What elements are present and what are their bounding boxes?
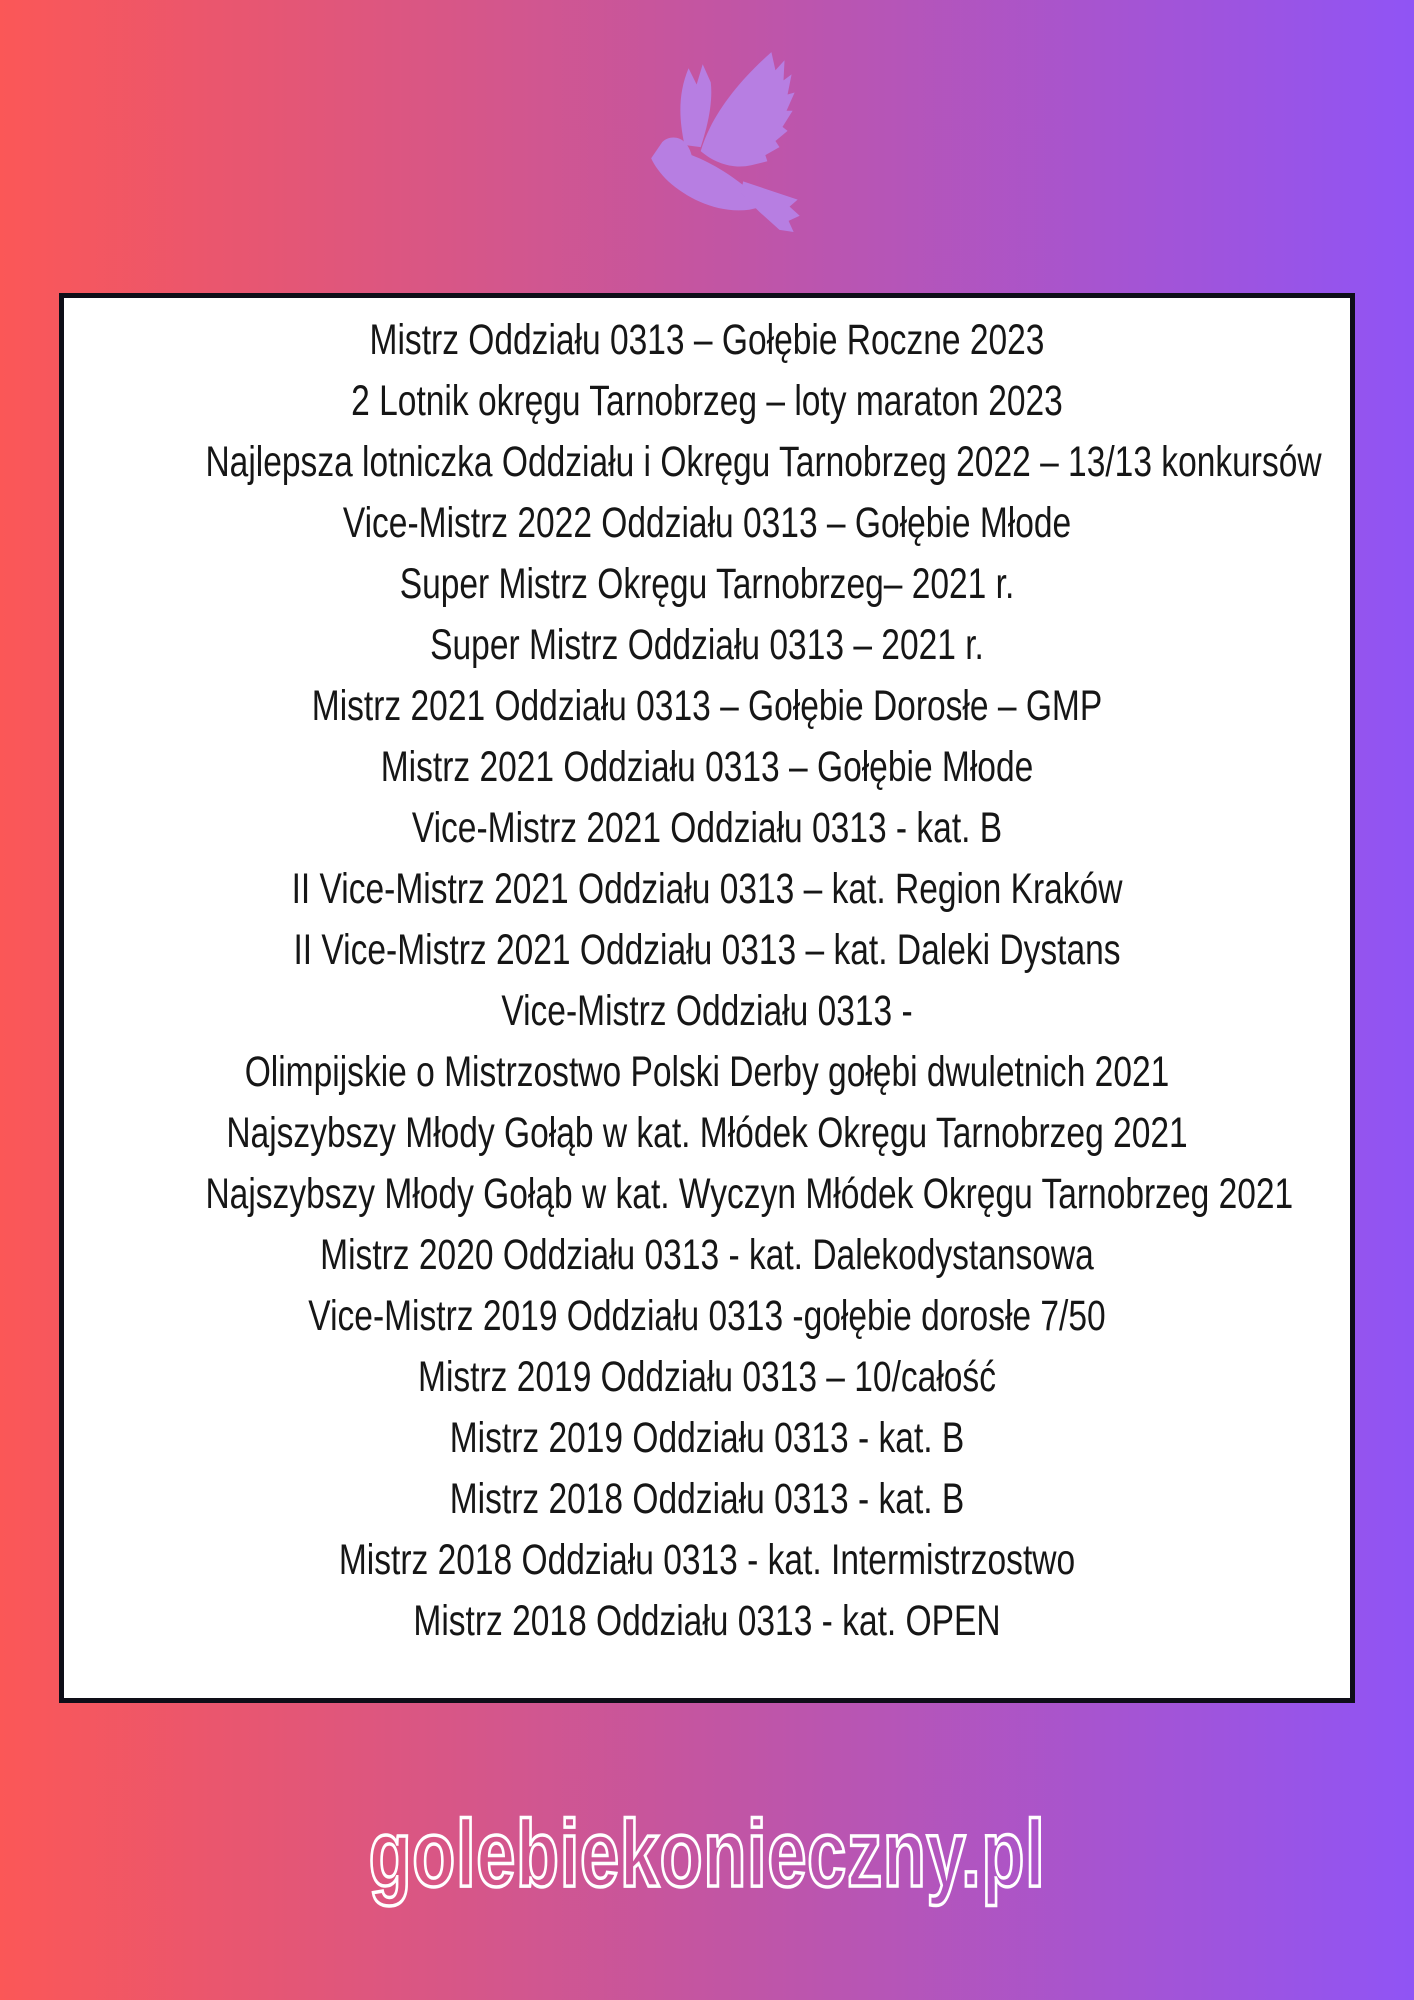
- award-line: Najszybszy Młody Gołąb w kat. Wyczyn Młódek Okręgu Tarnobrzeg 2021: [205, 1170, 1294, 1218]
- dove-icon: [650, 40, 814, 238]
- award-line: Olimpijskie o Mistrzostwo Polski Derby gołębi dwuletnich 2021: [244, 1048, 1170, 1096]
- award-line: Najszybszy Młody Gołąb w kat. Młódek Okręgu Tarnobrzeg 2021: [226, 1109, 1188, 1157]
- award-line: II Vice-Mistrz 2021 Oddziału 0313 – kat. Daleki Dystans: [293, 926, 1121, 974]
- award-line: Mistrz 2020 Oddziału 0313 - kat. Dalekodystansowa: [320, 1231, 1094, 1279]
- award-line: Vice-Mistrz 2021 Oddziału 0313 - kat. B: [411, 804, 1003, 852]
- award-line: II Vice-Mistrz 2021 Oddziału 0313 – kat. Region Kraków: [291, 865, 1123, 913]
- award-line: Mistrz 2019 Oddziału 0313 - kat. B: [449, 1414, 965, 1462]
- award-line: Mistrz 2018 Oddziału 0313 - kat. B: [449, 1475, 965, 1523]
- awards-panel: [59, 293, 1355, 1703]
- award-line: Vice-Mistrz 2022 Oddziału 0313 – Gołębie Młode: [342, 499, 1072, 547]
- award-line: Mistrz Oddziału 0313 – Gołębie Roczne 2023: [369, 316, 1045, 364]
- award-line: Mistrz 2021 Oddziału 0313 – Gołębie Młode: [380, 743, 1034, 791]
- award-line: Super Mistrz Okręgu Tarnobrzeg– 2021 r.: [399, 560, 1015, 608]
- award-line: Mistrz 2021 Oddziału 0313 – Gołębie Dorosłe – GMP: [311, 682, 1103, 730]
- award-line: Vice-Mistrz Oddziału 0313 -: [501, 987, 913, 1035]
- award-line: 2 Lotnik okręgu Tarnobrzeg – loty maraton 2023: [351, 377, 1063, 425]
- award-line: Najlepsza lotniczka Oddziału i Okręgu Tarnobrzeg 2022 – 13/13 konkursów: [205, 438, 1322, 486]
- award-line: Super Mistrz Oddziału 0313 – 2021 r.: [430, 621, 984, 669]
- award-line: Mistrz 2019 Oddziału 0313 – 10/całość: [418, 1353, 996, 1401]
- award-line: Mistrz 2018 Oddziału 0313 - kat. OPEN: [413, 1597, 1001, 1645]
- award-line: Vice-Mistrz 2019 Oddziału 0313 -gołębie dorosłe 7/50: [308, 1292, 1106, 1340]
- award-line: Mistrz 2018 Oddziału 0313 - kat. Intermistrzostwo: [338, 1536, 1076, 1584]
- website-logo: golebiekonieczny.pl: [368, 1801, 1046, 1907]
